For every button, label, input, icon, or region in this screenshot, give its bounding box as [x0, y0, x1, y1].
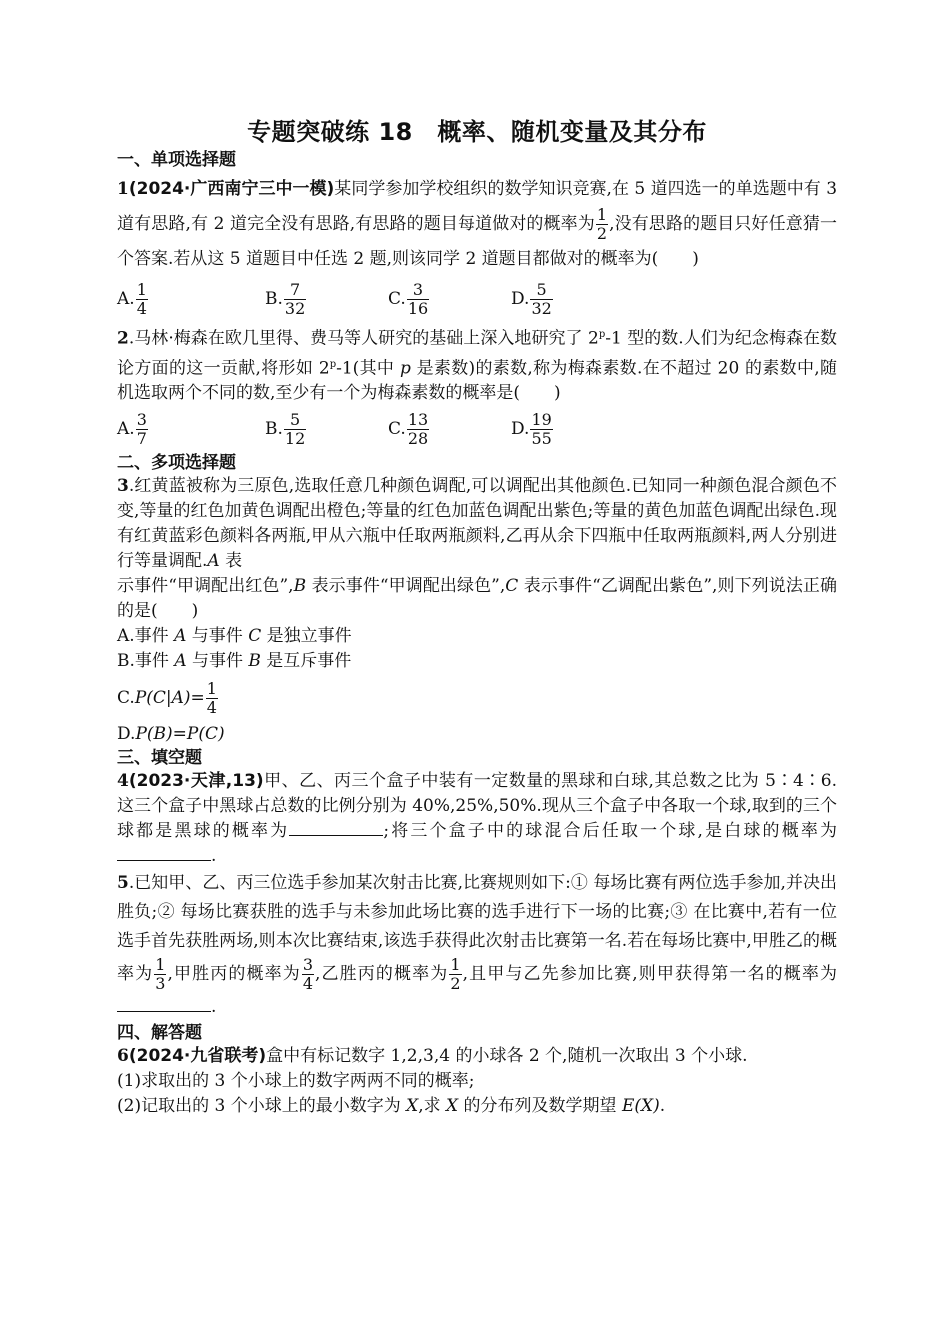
subquestion-2: (2)记取出的 3 个小球上的最小数字为 X,求 X 的分布列及数学期望 E(X).: [117, 1096, 666, 1117]
option-b[interactable]: B. $\frac{7}{32}$: [265, 279, 306, 318]
option-c[interactable]: C. $\frac{3}{16}$: [388, 279, 429, 318]
fraction: $\frac{3}{4}$: [302, 955, 314, 994]
answer-blank[interactable]: [117, 995, 211, 1012]
fraction: $\frac{1}{2}$: [596, 205, 608, 243]
question-source: (2024·九省联考): [128, 1046, 267, 1067]
question-number: 5: [117, 873, 129, 894]
section-heading: 二、多项选择题: [117, 453, 236, 474]
question-text: ,没有思路的题目只好任意猜一个答案.若从这 5 道题目中任选 2 题,则该同学 2 道题目都做对的概率为( ): [117, 214, 837, 269]
option-d[interactable]: D. $\frac{19}{55}$: [511, 409, 552, 448]
option-a[interactable]: A. $\frac{1}{4}$: [117, 279, 147, 318]
question-number: 1: [117, 179, 129, 199]
question-2: 2.马林·梅森在欧几里得、费马等人研究的基础上深入地研究了 2$^p$-1 型的数.人们为纪念梅森在数论方面的这一贡献,将形如 2$^p$-1(其中 p 是素数)的素数,称为梅森素数.在不超过 20 的素数中,随机选取两个不同的数,至少有一个为梅森素数的概率是( ): [117, 328, 838, 404]
subquestion-1: (1)求取出的 3 个小球上的数字两两不同的概率;: [117, 1071, 475, 1092]
question-number: 3: [117, 476, 129, 497]
section-heading: 三、填空题: [117, 748, 202, 769]
options-row: [117, 276, 837, 322]
answer-blank[interactable]: [289, 819, 383, 836]
question-number: 2: [117, 328, 129, 349]
question-6: 6(2024·九省联考)盒中有标记数字 1,2,3,4 的小球各 2 个,随机一次取出 3 个小球.: [117, 1046, 748, 1067]
page-title: 专题突破练 18 概率、随机变量及其分布: [247, 118, 707, 146]
section-heading: 四、解答题: [117, 1023, 202, 1044]
option-c[interactable]: C. $\frac{13}{28}$: [388, 409, 429, 448]
option-b[interactable]: B.事件 A 与事件 B 是互斥事件: [117, 651, 352, 672]
document-page: [117, 112, 837, 1119]
options-row: [117, 406, 837, 452]
question-5: 5.已知甲、乙、丙三位选手参加某次射击比赛,比赛规则如下:① 每场比赛有两位选手参加,并决出胜负;② 每场比赛获胜的选手与未参加此场比赛的选手进行下一场的比赛;③ 在比赛中,若有一位选手首先获胜两场,则本次比赛结束,该选手获得此次射击比赛第一名.若在每场比赛中,甲胜乙的概率为 $\frac{1}{3}$ ,甲胜丙的概率为 $\frac{3}{4}$ ,乙胜丙的概率为 $\frac{1}{2}$ ,且甲与乙先参加比赛,则甲获得第一名的概率为.: [117, 873, 837, 1018]
option-d[interactable]: D.P(B)=P(C): [117, 724, 225, 745]
option-c[interactable]: C. P(C|A)= $\frac{1}{4}$: [117, 678, 217, 717]
fraction: $\frac{1}{2}$: [450, 955, 461, 994]
question-text: 某同学参加学校组织的数学知识竞赛,在 5 道四选一的单选题中有 3 道有思路,有 2 道完全没有思路,有思路的题目每道做对的概率为: [117, 179, 838, 234]
section-heading: 一、单项选择题: [117, 150, 236, 170]
option-b[interactable]: B. $\frac{5}{12}$: [265, 409, 306, 448]
question-number: 6: [117, 1046, 129, 1067]
question-1: [117, 173, 837, 276]
question-number: 4: [117, 771, 129, 792]
option-d[interactable]: D. $\frac{5}{32}$: [511, 279, 552, 318]
question-3: 3.红黄蓝被称为三原色,选取任意几种颜色调配,可以调配出其他颜色.已知同一种颜色混合颜色不变,等量的红色加黄色调配出橙色;等量的红色加蓝色调配出紫色;等量的黄色加蓝色调配出绿色.现有红黄蓝彩色颜料各两瓶,甲从六瓶中任取两瓶颜料,乙再从余下四瓶中任取两瓶颜料,两人分别进行等量调配.A 表 示事件“甲调配出红色”,B 表示事件“甲调配出绿色”,C 表示事件“乙调配出紫色”,则下列说法正确的是( ): [117, 476, 837, 622]
question-source: (2024·广西南宁三中一模): [128, 179, 335, 199]
question-source: (2023·天津,13): [128, 771, 264, 792]
fraction: $\frac{1}{3}$: [155, 955, 166, 994]
option-a[interactable]: A. $\frac{3}{7}$: [117, 409, 147, 448]
answer-blank[interactable]: [117, 844, 211, 861]
option-a[interactable]: A.事件 A 与事件 C 是独立事件: [117, 626, 352, 647]
question-4: 4(2023·天津,13)甲、乙、丙三个盒子中装有一定数量的黑球和白球,其总数之比为 5∶4∶6.这三个盒子中黑球占总数的比例分别为 40%,25%,50%.现从三个盒子中各取一个球,取到的三个球都是黑球的概率为 ;将三个盒子中的球混合后任取一个球,是白球的概率为.: [117, 771, 837, 867]
